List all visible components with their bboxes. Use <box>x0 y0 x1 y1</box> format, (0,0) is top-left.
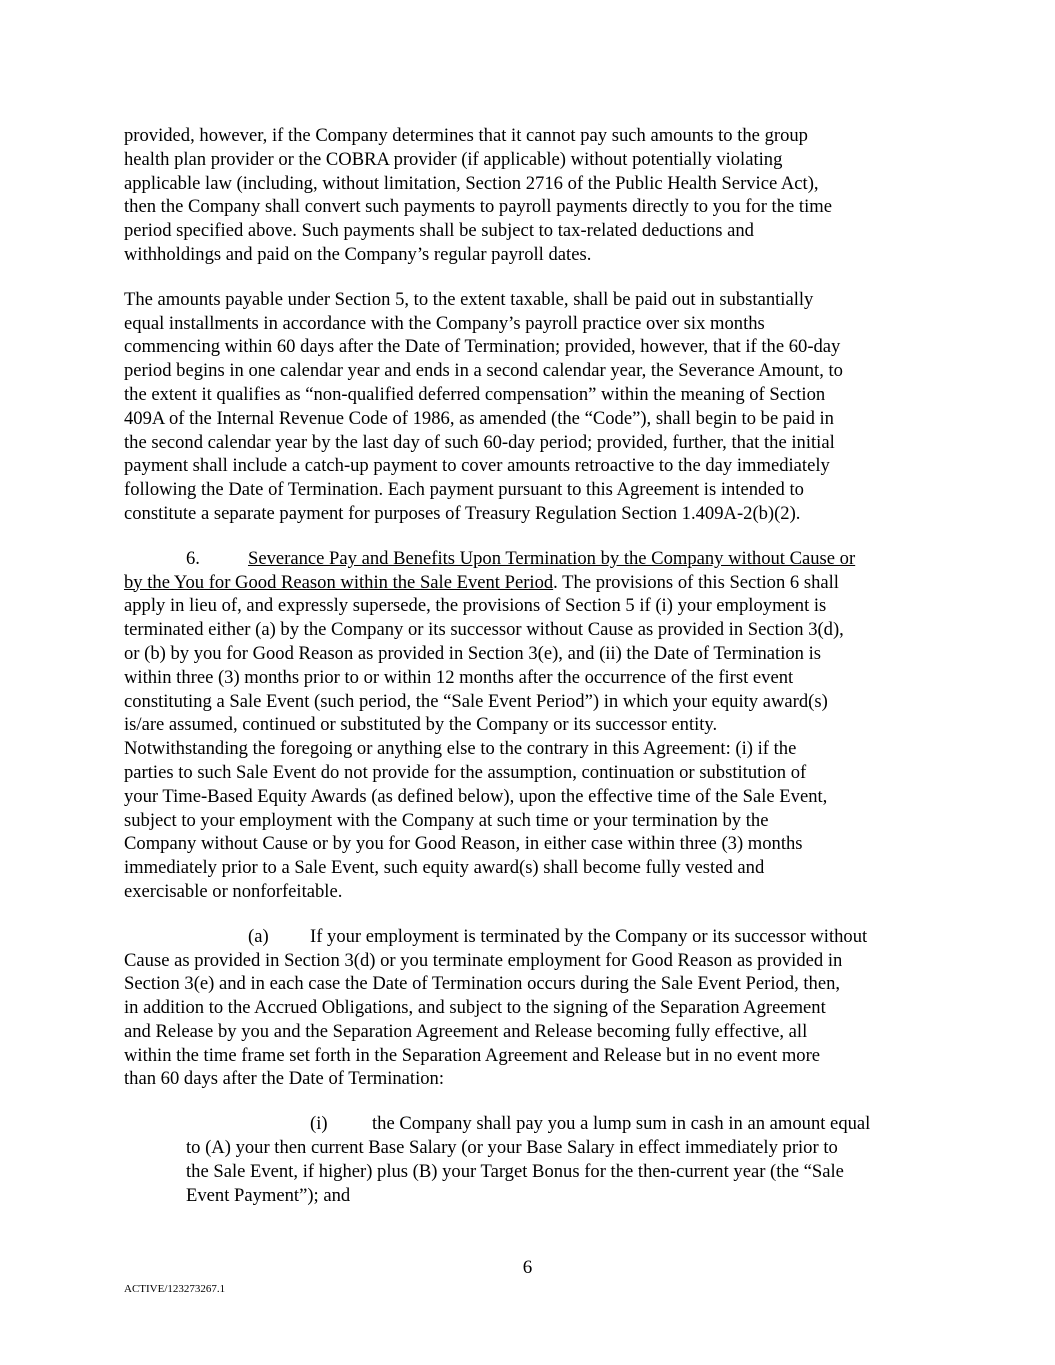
text-line: parties to such Sale Event do not provide for the assumption, continuation or substitution of <box>124 761 807 783</box>
text-line: in addition to the Accrued Obligations, and subject to the signing of the Separation Agreement <box>124 997 826 1019</box>
text-line: to (A) your then current Base Salary (or your Base Salary in effect immediately prior to <box>186 1137 838 1159</box>
text-line: equal installments in accordance with the Company’s payroll practice over six months <box>124 312 765 334</box>
text-line: commencing within 60 days after the Date of Termination; provided, however, that if the 60-day <box>124 336 841 358</box>
section-6-heading-line <box>124 571 934 595</box>
text-fragment: If your employment is terminated by the Company or its successor without <box>310 925 868 947</box>
section-6 <box>124 547 934 904</box>
text-line: your Time-Based Equity Awards (as defined below), upon the effective time of the Sale Event, <box>124 785 828 807</box>
text-line: subject to your employment with the Company at such time or your termination by the <box>124 809 769 831</box>
text-line: constitute a separate payment for purposes of Treasury Regulation Section 1.409A-2(b)(2). <box>124 502 801 524</box>
paragraph-cobra-payments <box>124 124 934 267</box>
subsection-i-first-line <box>186 1112 934 1136</box>
text-line: applicable law (including, without limitation, Section 2716 of the Public Health Service Act), <box>124 172 819 194</box>
text-line: the Sale Event, if higher) plus (B) your Target Bonus for the then-current year (the “Sale <box>186 1160 844 1182</box>
text-line: within the time frame set forth in the Separation Agreement and Release but in no event more <box>124 1044 821 1066</box>
document-body <box>124 124 934 1228</box>
subsection-label: (i) <box>310 1113 328 1135</box>
text-line: following the Date of Termination. Each payment pursuant to this Agreement is intended to <box>124 479 804 501</box>
text-line: Company without Cause or by you for Good Reason, in either case within three (3) months <box>124 833 803 855</box>
text-line: 409A of the Internal Revenue Code of 1986, as amended (the “Code”), shall begin to be paid in <box>124 407 834 429</box>
text-line: the second calendar year by the last day of such 60-day period; provided, further, that the initial <box>124 431 835 453</box>
text-line: terminated either (a) by the Company or its successor without Cause as provided in Section 3(d), <box>124 619 844 641</box>
paragraph-section5-payments <box>124 288 934 526</box>
document-id: ACTIVE/123273267.1 <box>124 1283 226 1295</box>
text-line: Event Payment”); and <box>186 1184 351 1206</box>
section-number: 6. <box>186 547 200 569</box>
text-line: Notwithstanding the foregoing or anything else to the contrary in this Agreement: (i) if the <box>124 738 797 760</box>
text-fragment: the Company shall pay you a lump sum in cash in an amount equal <box>372 1113 871 1135</box>
text-line: Cause as provided in Section 3(d) or you terminate employment for Good Reason as provided in <box>124 949 843 971</box>
text-line: withholdings and paid on the Company’s regular payroll dates. <box>124 243 592 265</box>
text-line: then the Company shall convert such payments to payroll payments directly to you for the time <box>124 196 832 218</box>
section-6-heading-line <box>124 547 934 571</box>
text-line: than 60 days after the Date of Termination: <box>124 1068 445 1090</box>
subsection-a <box>124 925 934 1092</box>
text-line: Section 3(e) and in each case the Date of Termination occurs during the Sale Event Period, then, <box>124 973 841 995</box>
subsection-a-first-line <box>124 925 934 949</box>
text-line: apply in lieu of, and expressly supersede, the provisions of Section 5 if (i) your employment is <box>124 595 827 617</box>
section-6-heading: Severance Pay and Benefits Upon Termination by the Company without Cause or <box>248 547 856 569</box>
text-line: provided, however, if the Company determines that it cannot pay such amounts to the group <box>124 125 808 146</box>
text-line: period specified above. Such payments shall be subject to tax-related deductions and <box>124 220 754 242</box>
page-number: 6 <box>522 1257 533 1278</box>
text-line: is/are assumed, continued or substituted by the Company or its successor entity. <box>124 714 718 736</box>
text-line: the extent it qualifies as “non-qualified deferred compensation” within the meaning of Section <box>124 383 826 405</box>
subsection-i <box>124 1112 934 1207</box>
text-line: and Release by you and the Separation Agreement and Release becoming fully effective, all <box>124 1020 808 1042</box>
text-line: payment shall include a catch-up payment to cover amounts retroactive to the day immediately <box>124 455 830 477</box>
text-line: constituting a Sale Event (such period, the “Sale Event Period”) in which your equity award(s) <box>124 690 828 712</box>
subsection-label: (a) <box>248 925 269 947</box>
text-line: exercisable or nonforfeitable. <box>124 880 343 902</box>
text-line: health plan provider or the COBRA provider (if applicable) without potentially violating <box>124 148 783 170</box>
text-line: immediately prior to a Sale Event, such equity award(s) shall become fully vested and <box>124 857 765 879</box>
text-line: period begins in one calendar year and ends in a second calendar year, the Severance Amount, to <box>124 360 843 382</box>
text-line: The amounts payable under Section 5, to the extent taxable, shall be paid out in substantially <box>124 288 814 310</box>
text-line: or (b) by you for Good Reason as provided in Section 3(e), and (ii) the Date of Termination is <box>124 642 822 664</box>
section-6-heading-cont: by the You for Good Reason within the Sale Event Period <box>124 571 554 593</box>
text-fragment: . The provisions of this Section 6 shall <box>553 571 839 593</box>
text-line: within three (3) months prior to or within 12 months after the occurrence of the first event <box>124 666 794 688</box>
